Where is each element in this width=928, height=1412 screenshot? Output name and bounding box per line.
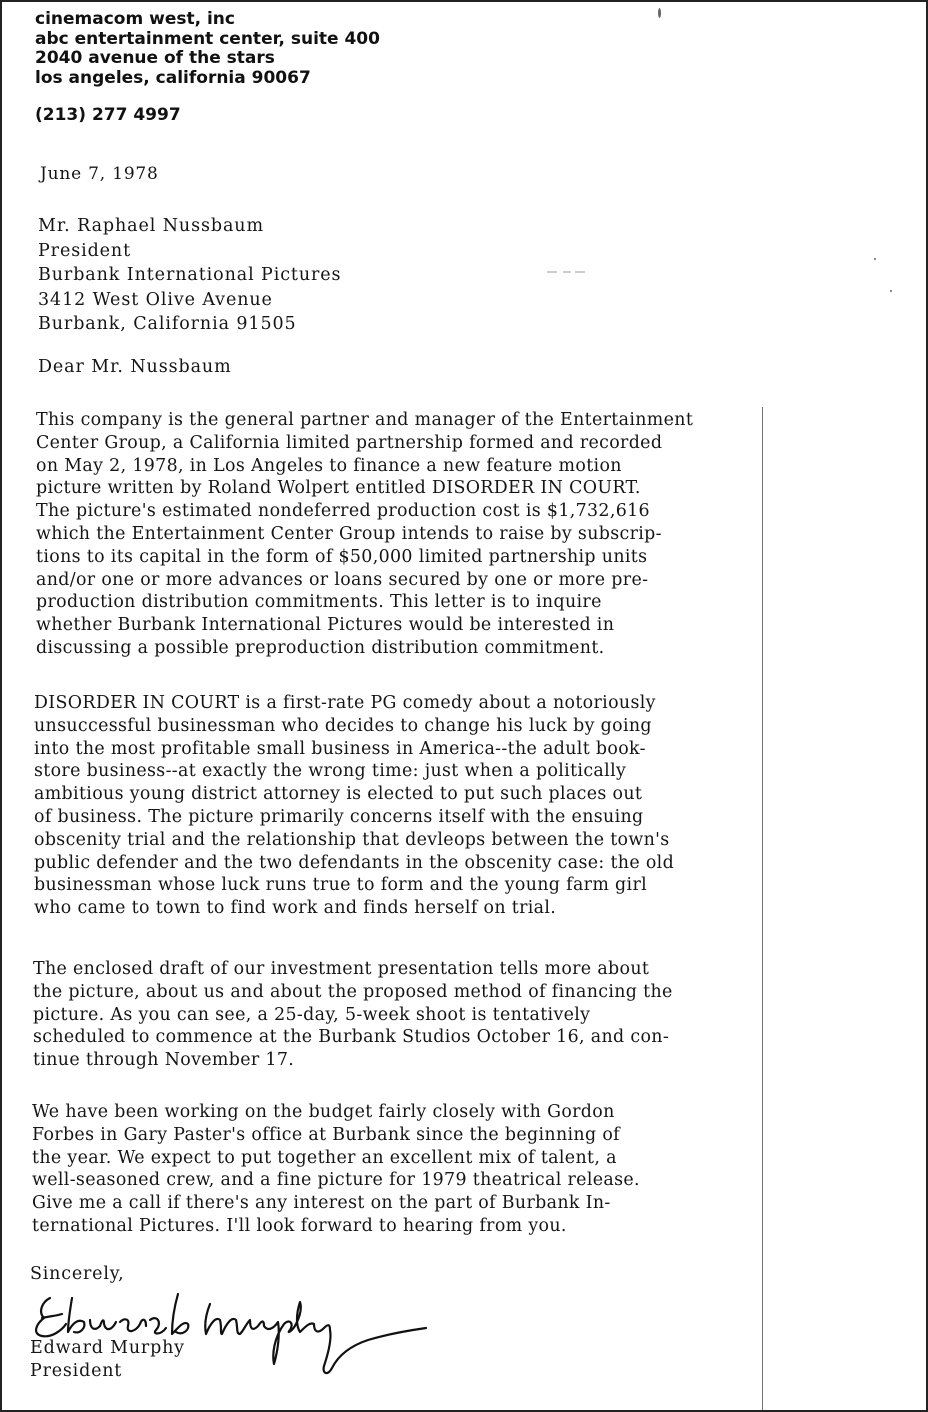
letterhead-address-line-1: abc entertainment center, suite 400	[35, 28, 380, 49]
paragraph-line: which the Entertainment Center Group intends to raise by subscrip-	[36, 523, 662, 544]
signer-name: Edward Murphy	[30, 1338, 185, 1358]
paragraph-line: businessman whose luck runs true to form and the young farm girl	[34, 875, 648, 896]
letterhead-address-line-2: 2040 avenue of the stars	[35, 48, 275, 68]
paragraph-line: ambitious young district attorney is elected to put such places out	[34, 784, 643, 805]
letterhead-phone: (213) 277 4997	[35, 105, 181, 125]
paragraph-line: and/or one or more advances or loans secured by one or more pre-	[36, 569, 649, 590]
paragraph-line: into the most profitable small business in America--the adult book-	[34, 738, 646, 759]
paragraph-line: the year. We expect to put together an excellent mix of talent, a	[32, 1147, 617, 1168]
scan-speck	[658, 8, 661, 18]
paragraph-line: picture. As you can see, a 25-day, 5-week shoot is tentatively	[33, 1004, 591, 1025]
paragraph-line: The picture's estimated nondeferred production cost is $1,732,616	[36, 501, 650, 522]
paragraph-line: who came to town to find work and finds herself on trial.	[34, 898, 557, 919]
paragraph-line: Forbes in Gary Paster's office at Burbank since the beginning of	[32, 1124, 620, 1145]
salutation: Dear Mr. Nussbaum	[38, 357, 232, 377]
recipient-name: Mr. Raphael Nussbaum	[38, 216, 264, 236]
recipient-address	[38, 214, 341, 337]
letter-date: June 7, 1978	[40, 164, 159, 184]
paragraph-line: Give me a call if there's any interest on the part of Burbank In-	[32, 1193, 611, 1214]
paragraph-line: public defender and the two defendants in the obscenity case: the old	[34, 852, 675, 873]
signer-block	[30, 1337, 185, 1383]
paragraph-line: unsuccessful businessman who decides to change his luck by going	[34, 715, 652, 736]
scan-speck	[890, 290, 892, 292]
letterhead	[35, 10, 380, 126]
paragraph-line: picture written by Roland Wolpert entitled DISORDER IN COURT.	[36, 478, 641, 499]
paragraph-line: tions to its capital in the form of $50,000 limited partnership units	[36, 546, 648, 567]
scan-fold-line	[762, 407, 763, 1412]
body-paragraph-1	[36, 409, 906, 660]
paragraph-line: This company is the general partner and manager of the Entertainment	[36, 410, 694, 430]
recipient-company: Burbank International Pictures	[38, 265, 342, 285]
paragraph-line: production distribution commitments. This letter is to inquire	[36, 592, 602, 613]
scan-speck	[874, 258, 876, 260]
paragraph-line: of business. The picture primarily concerns itself with the ensuing	[34, 806, 644, 827]
paragraph-line: The enclosed draft of our investment presentation tells more about	[33, 959, 650, 979]
paragraph-line: Center Group, a California limited partnership formed and recorded	[36, 432, 663, 453]
paragraph-line: We have been working on the budget fairly closely with Gordon	[32, 1102, 615, 1122]
paragraph-line: DISORDER IN COURT is a first-rate PG comedy about a notoriously	[34, 693, 656, 713]
body-paragraph-4	[32, 1101, 902, 1238]
paragraph-line: discussing a possible preproduction distribution commitment.	[36, 637, 605, 658]
paragraph-line: tinue through November 17.	[33, 1050, 295, 1071]
paragraph-line: scheduled to commence at the Burbank Studios October 16, and con-	[33, 1027, 670, 1048]
letterhead-address-line-3: los angeles, california 90067	[35, 67, 311, 88]
paragraph-line: store business--at exactly the wrong time: just when a politically	[34, 761, 627, 782]
paragraph-line: ternational Pictures. I'll look forward to hearing from you.	[32, 1215, 567, 1236]
recipient-street: 3412 West Olive Avenue	[38, 289, 273, 310]
recipient-city: Burbank, California 91505	[38, 314, 297, 334]
paragraph-line: the picture, about us and about the proposed method of financing the	[33, 981, 673, 1002]
letterhead-company: cinemacom west, inc	[35, 9, 235, 29]
closing: Sincerely,	[30, 1264, 125, 1284]
paragraph-line: well-seasoned crew, and a fine picture for 1979 theatrical release.	[32, 1170, 640, 1191]
paragraph-line: whether Burbank International Pictures would be interested in	[36, 615, 615, 636]
paragraph-line: on May 2, 1978, in Los Angeles to finance a new feature motion	[36, 455, 622, 476]
paragraph-line: obscenity trial and the relationship that devleops between the town's	[34, 829, 670, 850]
stray-mark	[547, 270, 587, 274]
recipient-title: President	[38, 240, 132, 261]
signer-title: President	[30, 1361, 123, 1381]
body-paragraph-3	[33, 958, 903, 1072]
body-paragraph-2	[34, 692, 904, 920]
